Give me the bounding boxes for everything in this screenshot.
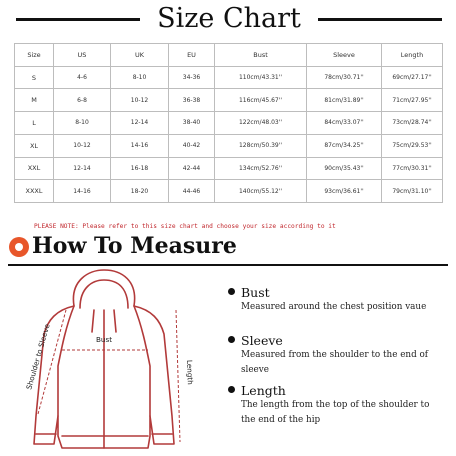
table-cell: 122cm/48.03'': [215, 112, 307, 135]
measure-item-title: Sleeve: [241, 333, 283, 348]
size-table-header: Sleeve: [307, 44, 382, 67]
table-cell: 38-40: [169, 112, 215, 135]
table-cell: 42-44: [169, 157, 215, 180]
table-row: [15, 66, 443, 89]
table-cell: S: [15, 66, 54, 89]
length-label: Length: [185, 359, 195, 385]
table-row: [15, 89, 443, 112]
table-row: [15, 180, 443, 203]
table-cell: 14-16: [111, 134, 169, 157]
table-row: [15, 134, 443, 157]
table-cell: 140cm/55.12'': [215, 180, 307, 203]
table-cell: 116cm/45.67'': [215, 89, 307, 112]
shoulder-label: Shoulder to Sleeve: [24, 322, 52, 391]
page-title: Size Chart: [157, 3, 301, 34]
table-cell: 81cm/31.89'': [307, 89, 382, 112]
size-table-header: Size: [15, 44, 54, 67]
bullseye-icon: [9, 237, 29, 257]
table-cell: 69cm/27.17'': [382, 66, 443, 89]
measure-title: How To Measure: [32, 233, 237, 259]
table-cell: 8-10: [54, 112, 111, 135]
table-cell: 93cm/36.61'': [307, 180, 382, 203]
size-table-header: US: [54, 44, 111, 67]
length-measure-line: [176, 310, 180, 442]
table-cell: 128cm/50.39'': [215, 134, 307, 157]
measure-item-desc: The length from the top of the shoulder to: [241, 400, 430, 410]
left-sleeve-seam: [58, 306, 74, 416]
table-cell: 4-6: [54, 66, 111, 89]
measure-item-desc: Measured from the shoulder to the end of: [241, 350, 429, 360]
measure-item-sleeve: [228, 333, 450, 378]
measure-item-desc: Measured around the chest position vaue: [241, 302, 427, 312]
table-row: [15, 157, 443, 180]
table-cell: XXL: [15, 157, 54, 180]
bust-label: Bust: [96, 335, 113, 344]
table-cell: 87cm/34.25'': [307, 134, 382, 157]
size-table-header: Length: [382, 44, 443, 67]
table-cell: M: [15, 89, 54, 112]
title-rule-left: [16, 18, 140, 21]
title-rule-right: [318, 18, 442, 21]
size-table-header: UK: [111, 44, 169, 67]
table-row: [15, 112, 443, 135]
table-cell: 34-36: [169, 66, 215, 89]
table-cell: 10-12: [54, 134, 111, 157]
hood-inner: [80, 280, 128, 308]
measure-header: [8, 232, 448, 262]
table-cell: 16-18: [111, 157, 169, 180]
measure-item-desc: sleeve: [241, 365, 269, 375]
table-cell: 14-16: [54, 180, 111, 203]
table-cell: 12-14: [111, 112, 169, 135]
table-cell: 10-12: [111, 89, 169, 112]
measure-item-title: Length: [241, 383, 286, 398]
drawstring-right: [114, 310, 116, 332]
measure-item-title: Bust: [241, 285, 270, 300]
size-table-header: Bust: [215, 44, 307, 67]
drawstring-left: [92, 310, 94, 332]
table-cell: 44-46: [169, 180, 215, 203]
bullet-icon: [228, 386, 235, 393]
table-cell: 12-14: [54, 157, 111, 180]
table-cell: XXXL: [15, 180, 54, 203]
table-cell: 36-38: [169, 89, 215, 112]
table-cell: 71cm/27.95'': [382, 89, 443, 112]
size-table-header: EU: [169, 44, 215, 67]
table-cell: 84cm/33.07'': [307, 112, 382, 135]
table-cell: 18-20: [111, 180, 169, 203]
table-cell: 73cm/28.74'': [382, 112, 443, 135]
table-cell: 134cm/52.76'': [215, 157, 307, 180]
table-cell: 90cm/35.43'': [307, 157, 382, 180]
table-cell: 8-10: [111, 66, 169, 89]
size-table: [14, 43, 443, 203]
table-cell: 110cm/43.31'': [215, 66, 307, 89]
table-cell: 77cm/30.31'': [382, 157, 443, 180]
bullet-icon: [228, 288, 235, 295]
table-cell: 6-8: [54, 89, 111, 112]
bullet-icon: [228, 336, 235, 343]
table-cell: 79cm/31.10'': [382, 180, 443, 203]
measure-item-length: [228, 383, 450, 428]
title-row: [0, 2, 456, 36]
table-cell: 78cm/30.71'': [307, 66, 382, 89]
size-table-header-row: [15, 44, 443, 67]
measure-item-desc: the end of the hip: [241, 415, 321, 425]
table-cell: 75cm/29.53'': [382, 134, 443, 157]
size-notice: PLEASE NOTE: Please refer to this size chart and choose your size according to it: [34, 223, 336, 230]
table-cell: 40-42: [169, 134, 215, 157]
right-sleeve-seam: [134, 306, 150, 416]
table-cell: XL: [15, 134, 54, 157]
hoodie-diagram: [0, 266, 210, 456]
measure-item-bust: [228, 285, 450, 315]
table-cell: L: [15, 112, 54, 135]
